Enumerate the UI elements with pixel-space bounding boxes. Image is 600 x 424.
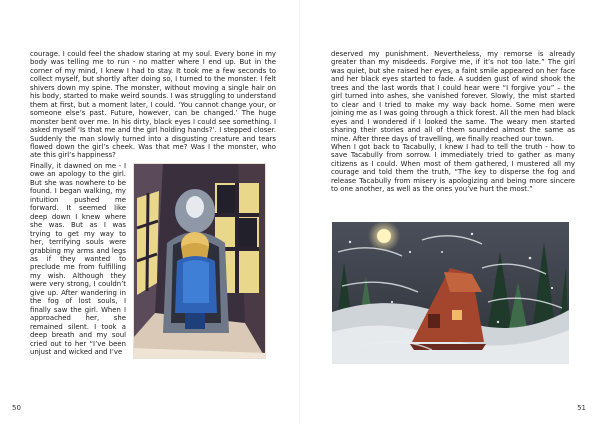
left-top-paragraph xyxy=(30,50,276,160)
paragraph-text: When I got back to Tacabully, I knew I had to tell the truth - how to save Tacabully from sorrow. I immediately tried to gather as many citizens as I could. When most of them gathered, I mustered all my courage and told them the truth, “The key to disperse the fog and release Tacabully from misery is apologizing and being more sincere to one another, as well as the ones you’ve hurt the most.” xyxy=(331,142,575,194)
paragraph-text: deserved my punishment. Nevertheless, my remorse is already greater than my misdeeds. Forgive me, if it’s not too late.” The girl was quiet, but she raised her eyes, a faint smile appeared on her face and her black eyes started to fade. A sudden gust of wind shook the trees and the last words that I could hear were “I forgive you” – the girl turned into ashes, she vanished forever. Slowly, the mist started to clear and I tried to make my way back home. Some men were joining me as I was going through a thick forest. All the men had black eyes and I wondered if I looked the same. The weary men started sharing their stories and all of them sounded almost the same as mine. After three days of travelling, we finally reached our town. xyxy=(331,50,575,143)
left-column-paragraph xyxy=(30,162,126,356)
illustration-stormy-forest-cabin xyxy=(332,222,569,364)
page-number: 51 xyxy=(577,404,586,412)
right-text-block xyxy=(331,50,575,194)
paragraph-text: Finally, it dawned on me - I owe an apology to the girl. But she was nowhere to be found. I began walking, my intuition pushed me forward. It seemed like deep down I knew where she was. But as I was trying to get my way to her, terrifying souls were grabbing my arms and legs as if they wanted to preclude me from fulfilling my wish. Although they were very strong, I couldn’t give up. After wandering in the fog of lost souls, I finally saw the girl. When I approached her, she remained silent. I took a deep breath and my soul cried out to her “I’ve been unjust and wicked and I’ve xyxy=(30,162,126,356)
page-number: 50 xyxy=(12,404,21,412)
illustration-monster-and-girl xyxy=(133,163,266,359)
right-page xyxy=(300,0,600,424)
paragraph-text: courage. I could feel the shadow staring at my soul. Every bone in my body was telling me to run - no matter where I end up. But in the corner of my mind, I knew I had to stay. It took me a few seconds to collect myself, but shortly after doing so, I turned to the monster. I felt shivers down my spine. The monster, without moving a single hair on his body, started to make weird sounds. I was struggling to understand them at first, but a moment later, I could. ‘You cannot change your, or someone else’s past. Future, however, can be changed.’ The huge monster bent over me. In his dirty, black eyes I could see something. I asked myself ‘Is that me and the girl holding hands?’. I stepped closer. Suddenly the man slowly turned into a disgusting creature and tears flowed down the girl’s cheek. Was that me? Was I the monster, who ate this girl’s happiness? xyxy=(30,50,276,160)
